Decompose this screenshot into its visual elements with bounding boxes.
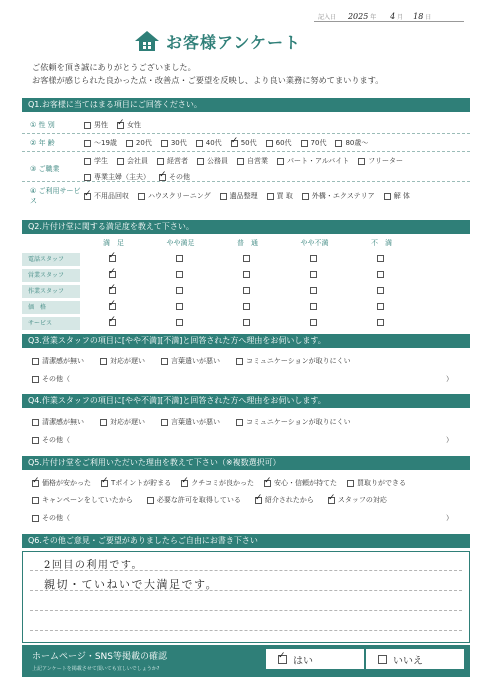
- q1-option[interactable]: [84, 120, 108, 130]
- checkbox[interactable]: [32, 497, 39, 504]
- option-label: 70代: [310, 139, 327, 147]
- checkbox[interactable]: [157, 158, 164, 165]
- q2-row-label: 電話スタッフ: [22, 253, 80, 266]
- date-day[interactable]: 18: [413, 12, 424, 21]
- checkbox[interactable]: [32, 480, 39, 487]
- checkbox[interactable]: [266, 140, 273, 147]
- q2-rating-cell[interactable]: [281, 287, 348, 296]
- divider: [22, 151, 470, 152]
- checkbox[interactable]: [181, 480, 188, 487]
- q1-option[interactable]: [84, 156, 108, 166]
- q5-option[interactable]: [32, 495, 133, 505]
- checkbox[interactable]: [84, 140, 91, 147]
- q2-rating-cell[interactable]: [80, 287, 147, 296]
- q5-option[interactable]: [328, 495, 387, 505]
- q4-other-option[interactable]: その他（: [32, 435, 70, 445]
- q5-option[interactable]: [101, 478, 171, 488]
- checkbox[interactable]: [243, 319, 250, 326]
- checkbox[interactable]: [310, 319, 317, 326]
- option-label: 買取りができる: [357, 479, 407, 487]
- q4-header: Q4.作業スタッフの項目に[やや不満][不満]と回答された方へ理由をお伺いします。: [22, 394, 470, 408]
- checkbox[interactable]: [377, 319, 384, 326]
- option-label: 不用品回収: [94, 192, 129, 200]
- checkbox[interactable]: [161, 358, 168, 365]
- q2-column-header: やや不満: [300, 239, 329, 247]
- q1-row-label: ③ ご職業: [30, 165, 60, 173]
- checkbox[interactable]: [236, 358, 243, 365]
- checkbox[interactable]: [138, 193, 145, 200]
- date-label: 記入日: [318, 14, 337, 21]
- checkbox[interactable]: [176, 303, 183, 310]
- q2-rating-cell[interactable]: [147, 303, 214, 312]
- q3-other: その他（ ）: [22, 374, 470, 384]
- q6-comment-line2: 親切・ていねいで大満足です。: [44, 578, 219, 591]
- consent-no-option[interactable]: いいえ: [366, 649, 464, 669]
- checkbox[interactable]: [126, 140, 133, 147]
- checkbox[interactable]: [264, 480, 271, 487]
- option-label: 学生: [94, 157, 108, 165]
- checkbox[interactable]: [84, 174, 91, 181]
- checkbox[interactable]: [159, 174, 166, 181]
- option-label: 自営業: [247, 157, 268, 165]
- q2-rating-cell[interactable]: [281, 319, 348, 328]
- checkbox[interactable]: [231, 140, 238, 147]
- checkbox[interactable]: [109, 303, 116, 310]
- q1-option[interactable]: [266, 138, 292, 148]
- option-label: コミュニケーションが取りにくい: [246, 357, 351, 365]
- option-label: 買 取: [276, 192, 293, 200]
- q5-option[interactable]: [147, 495, 241, 505]
- q2-rating-cell[interactable]: [348, 271, 415, 280]
- consent-yes-option[interactable]: ✓ はい: [266, 649, 364, 669]
- q5-other: その他（ ）: [22, 513, 470, 523]
- checkbox[interactable]: [32, 515, 39, 522]
- option-label: 必要な許可を取得している: [156, 496, 241, 504]
- checkbox[interactable]: [176, 319, 183, 326]
- footer-subtitle: 上記アンケートを掲載させて頂いても宜しいでしょうか?: [32, 666, 160, 672]
- checkbox[interactable]: [196, 140, 203, 147]
- q2-row: [22, 284, 470, 299]
- q1-option[interactable]: [302, 191, 375, 201]
- q1-option[interactable]: [237, 156, 268, 166]
- checkbox[interactable]: [109, 287, 116, 294]
- checkbox[interactable]: [84, 193, 91, 200]
- option-label: クチコミが良かった: [191, 479, 255, 487]
- q2-row-label: 営業スタッフ: [22, 269, 80, 282]
- q5-option[interactable]: [264, 478, 337, 488]
- q1-option[interactable]: [196, 138, 222, 148]
- checkbox[interactable]: [255, 497, 262, 504]
- q5-option[interactable]: [255, 495, 314, 505]
- q1-row: [22, 120, 470, 130]
- checkbox[interactable]: [377, 303, 384, 310]
- option-label: 50代: [240, 139, 257, 147]
- checkbox[interactable]: [358, 158, 365, 165]
- q3-options: [22, 356, 470, 366]
- checkbox[interactable]: [84, 122, 91, 129]
- q1-option[interactable]: [335, 138, 368, 148]
- q2-rating-cell[interactable]: [80, 319, 147, 328]
- q1-option[interactable]: [84, 138, 117, 148]
- option-label: 40代: [205, 139, 222, 147]
- checkbox[interactable]: [161, 419, 168, 426]
- q4-option[interactable]: [32, 417, 84, 427]
- checkbox[interactable]: [377, 271, 384, 278]
- option-label: 言葉遣いが悪い: [171, 418, 220, 426]
- q4-option[interactable]: [161, 417, 220, 427]
- option-label: 20代: [135, 139, 152, 147]
- q2-rating-cell[interactable]: [214, 287, 281, 296]
- checkbox[interactable]: [328, 497, 335, 504]
- divider: [22, 133, 470, 134]
- option-label: 女性: [127, 121, 141, 129]
- q2-row: [22, 300, 470, 315]
- q4-options: [22, 417, 470, 427]
- checkbox[interactable]: [161, 140, 168, 147]
- option-label: 清潔感が無い: [42, 357, 84, 365]
- checkbox[interactable]: [220, 193, 227, 200]
- option-label: 紹介されたから: [264, 496, 314, 504]
- checkbox[interactable]: [100, 419, 107, 426]
- footer-title: ホームページ・SNS等掲載の確認: [32, 652, 167, 662]
- q2-header: Q2.片付け堂に関する満足度を教えて下さい。: [22, 220, 470, 234]
- q1-option[interactable]: [157, 156, 188, 166]
- checkbox[interactable]: [197, 158, 204, 165]
- checkbox[interactable]: [267, 193, 274, 200]
- q1-option[interactable]: [126, 138, 152, 148]
- option-label: ハウスクリーニング: [148, 192, 211, 200]
- q5-option[interactable]: [32, 478, 91, 488]
- q2-rating-cell[interactable]: [348, 303, 415, 312]
- q2-row-label: サービス: [22, 317, 80, 330]
- date-month[interactable]: 4: [390, 12, 396, 21]
- checkbox[interactable]: [236, 419, 243, 426]
- q5-option[interactable]: [347, 478, 406, 488]
- checkbox[interactable]: [310, 287, 317, 294]
- checkbox[interactable]: [32, 376, 39, 383]
- checkbox[interactable]: [237, 158, 244, 165]
- checkbox[interactable]: [302, 193, 309, 200]
- q2-row: [22, 316, 470, 331]
- q1-row-label: ① 性 別: [30, 121, 55, 129]
- option-label: 会社員: [127, 157, 148, 165]
- q1-option[interactable]: [161, 138, 187, 148]
- q1-option[interactable]: [358, 156, 403, 166]
- q2-rating-cell[interactable]: [80, 255, 147, 264]
- title-text: お客様アンケート: [166, 32, 302, 52]
- checkbox[interactable]: [176, 255, 183, 262]
- q1-option[interactable]: [138, 191, 211, 201]
- q2-rating-cell[interactable]: [214, 303, 281, 312]
- option-label: 60代: [275, 139, 292, 147]
- q3-other-option[interactable]: その他（: [32, 374, 70, 384]
- q5-options-row2: [22, 495, 470, 505]
- q5-header: Q5.片付け堂をご利用いただいた理由を教えて下さい（※複数選択可）: [22, 456, 470, 470]
- checkbox[interactable]: [301, 140, 308, 147]
- checkbox[interactable]: [117, 122, 124, 129]
- option-label: 経営者: [167, 157, 188, 165]
- q4-option[interactable]: [100, 417, 145, 427]
- q1-option[interactable]: [220, 191, 258, 201]
- option-label: 遺品整理: [229, 192, 258, 200]
- option-label: 言葉遣いが悪い: [171, 357, 220, 365]
- q1-option[interactable]: [117, 120, 141, 130]
- option-label: 対応が遅い: [110, 418, 145, 426]
- checkbox[interactable]: [243, 271, 250, 278]
- date-line: 記入日 2025 年 4 月 18 日: [318, 12, 432, 21]
- checkbox[interactable]: [335, 140, 342, 147]
- q2-rating-cell[interactable]: [214, 271, 281, 280]
- q1-row: [22, 186, 470, 206]
- q1-option[interactable]: [267, 191, 293, 201]
- option-label: その他: [169, 173, 190, 181]
- q2-rating-cell[interactable]: [348, 287, 415, 296]
- q1-option[interactable]: [84, 191, 129, 201]
- option-label: 清潔感が無い: [42, 418, 84, 426]
- q6-header: Q6.その他ご意見・ご要望がありましたらご自由にお書き下さい: [22, 534, 470, 548]
- checkbox[interactable]: [84, 158, 91, 165]
- q3-option[interactable]: [100, 356, 145, 366]
- checkbox[interactable]: [378, 655, 387, 664]
- q6-line: [30, 610, 462, 611]
- q5-option[interactable]: [181, 478, 254, 488]
- q6-line: [30, 630, 462, 631]
- q1-row: [22, 156, 470, 182]
- q2-column-header: やや満足: [166, 239, 195, 247]
- q3-option[interactable]: [161, 356, 220, 366]
- q2-rating-cell[interactable]: [147, 287, 214, 296]
- q1-option[interactable]: [277, 156, 349, 166]
- checkbox[interactable]: [347, 480, 354, 487]
- q1-option[interactable]: [301, 138, 327, 148]
- option-label: 30代: [170, 139, 187, 147]
- q4-other: その他（ ）: [22, 435, 470, 445]
- checkbox[interactable]: [377, 255, 384, 262]
- checkbox[interactable]: [377, 287, 384, 294]
- date-year[interactable]: 2025: [347, 12, 369, 21]
- option-label: 安心・信頼が持てた: [274, 479, 338, 487]
- checkbox[interactable]: [117, 158, 124, 165]
- checkbox[interactable]: [109, 271, 116, 278]
- q2-row: [22, 268, 470, 283]
- checkbox[interactable]: [32, 358, 39, 365]
- checkbox[interactable]: [243, 303, 250, 310]
- q2-rating-cell[interactable]: [281, 255, 348, 264]
- checkbox[interactable]: [176, 287, 183, 294]
- option-label: コミュニケーションが取りにくい: [246, 418, 351, 426]
- option-label: スタッフの対応: [337, 496, 387, 504]
- option-label: ～19歳: [94, 139, 117, 147]
- checkbox[interactable]: [101, 480, 108, 487]
- q4-option[interactable]: [236, 417, 351, 427]
- q1-row-label: ② 年 齢: [30, 139, 55, 147]
- checkbox[interactable]: [277, 158, 284, 165]
- q2-column-header: 不 満: [371, 239, 392, 247]
- publish-consent-footer: [22, 645, 470, 677]
- option-label: パート・アルバイト: [287, 157, 350, 165]
- q1-row-label: ④ ご利用サービス: [30, 187, 81, 205]
- q1-option[interactable]: [384, 191, 410, 201]
- checkbox[interactable]: [384, 193, 391, 200]
- checkbox[interactable]: [310, 255, 317, 262]
- checkbox[interactable]: [310, 271, 317, 278]
- checkbox[interactable]: [109, 319, 116, 326]
- intro-text: ご依頼を頂き誠にありがとうございました。 お客様が感じられた良かった点・改善点・ご要望を反映し、より良い業務に努めてまいります。: [32, 62, 384, 85]
- house-logo-icon: [134, 30, 160, 52]
- q6-comment-line1: 2回目の利用です。: [44, 560, 144, 571]
- q2-rating-cell[interactable]: [80, 271, 147, 280]
- q2-rating-cell[interactable]: [281, 271, 348, 280]
- option-label: 専業主婦（主夫）: [94, 173, 150, 181]
- option-label: 80歳～: [345, 139, 369, 147]
- q2-rating-cell[interactable]: [348, 255, 415, 264]
- option-label: フリーター: [368, 157, 403, 165]
- q5-options-row1: [22, 478, 470, 488]
- q2-column-headers: [80, 238, 470, 248]
- q2-rating-cell[interactable]: [214, 319, 281, 328]
- q1-row: [22, 138, 470, 148]
- date-underline: [314, 21, 464, 22]
- q1-header: Q1.お客様に当てはまる項目にご回答ください。: [22, 98, 470, 112]
- option-label: 男性: [94, 121, 108, 129]
- q2-column-header: 満 足: [103, 239, 124, 247]
- q1-option[interactable]: [231, 138, 257, 148]
- q2-rating-cell[interactable]: [348, 319, 415, 328]
- q1-option[interactable]: [117, 156, 148, 166]
- q3-option[interactable]: [236, 356, 351, 366]
- q2-rating-cell[interactable]: [80, 303, 147, 312]
- q3-option[interactable]: [32, 356, 84, 366]
- option-label: 解 体: [393, 192, 410, 200]
- q2-row: [22, 252, 470, 267]
- q3-header: Q3.営業スタッフの項目に[やや不満][不満]と回答された方へ理由をお伺いします。: [22, 334, 470, 348]
- checkbox[interactable]: [32, 437, 39, 444]
- q2-rating-cell[interactable]: [147, 271, 214, 280]
- option-label: キャンペーンをしていたから: [42, 496, 133, 504]
- q2-row-label: 価 格: [22, 301, 80, 314]
- checkbox[interactable]: [243, 255, 250, 262]
- divider: [22, 181, 470, 182]
- q5-other-option[interactable]: その他（: [32, 513, 70, 523]
- q2-rating-cell[interactable]: [214, 255, 281, 264]
- checkbox[interactable]: [243, 287, 250, 294]
- checkbox[interactable]: [32, 419, 39, 426]
- checkbox[interactable]: [176, 271, 183, 278]
- option-label: 価格が安かった: [42, 479, 91, 487]
- q2-row-label: 作業スタッフ: [22, 285, 80, 298]
- checkbox[interactable]: [147, 497, 154, 504]
- checkbox[interactable]: [109, 255, 116, 262]
- checkbox[interactable]: [310, 303, 317, 310]
- option-label: 対応が遅い: [110, 357, 145, 365]
- q2-rating-cell[interactable]: [281, 303, 348, 312]
- page-title: [134, 30, 301, 52]
- q2-rating-cell[interactable]: [147, 255, 214, 264]
- option-label: 外構・エクステリア: [311, 192, 375, 200]
- option-label: Tポイントが貯まる: [111, 479, 172, 487]
- q2-column-header: 普 通: [237, 239, 258, 247]
- option-label: 公務員: [207, 157, 228, 165]
- checkbox[interactable]: [100, 358, 107, 365]
- checkbox[interactable]: [278, 655, 287, 664]
- q1-option[interactable]: [197, 156, 228, 166]
- q2-rating-cell[interactable]: [147, 319, 214, 328]
